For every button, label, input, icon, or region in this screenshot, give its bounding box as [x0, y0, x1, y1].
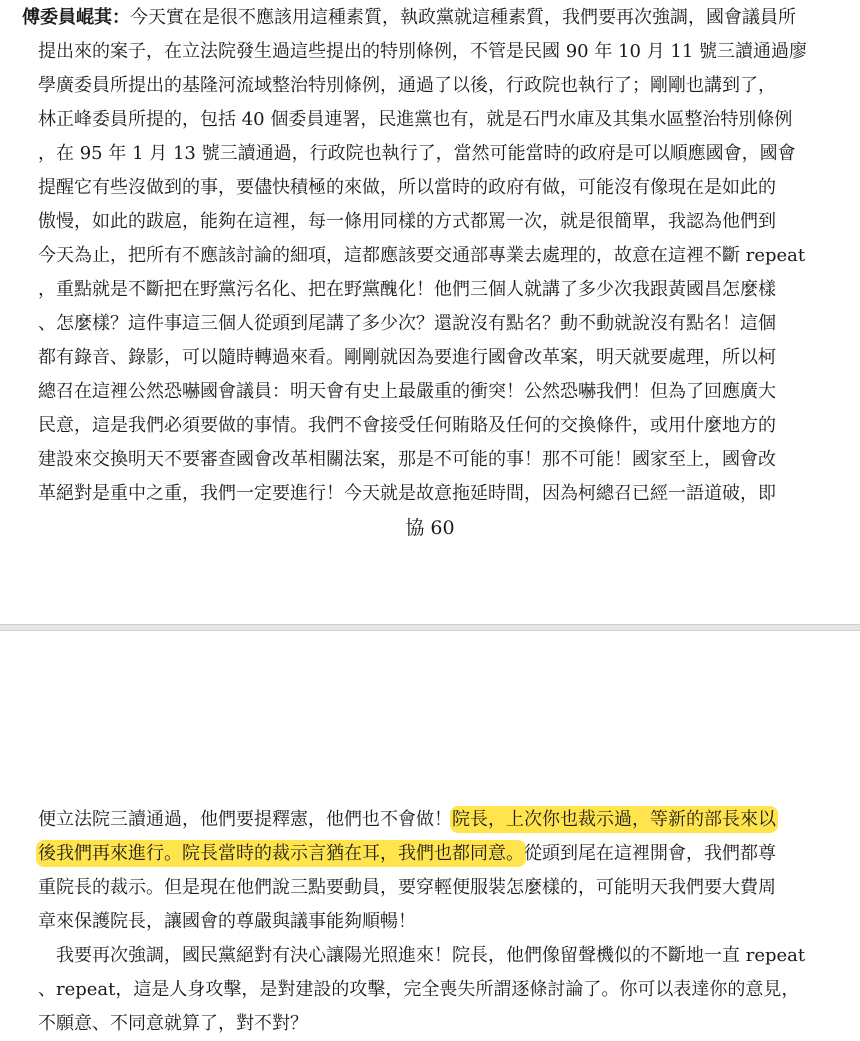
text-line: 提醒它有些沒做到的事，要儘快積極的來做，所以當時的政府有做，可能沒有像現在是如此的 [38, 177, 776, 198]
document-page-lower [0, 631, 860, 1034]
text-line: 總召在這裡公然恐嚇國會議員：明天會有史上最嚴重的衝突！公然恐嚇我們！但為了回應廣大 [38, 381, 776, 402]
text-line [22, 1, 842, 35]
page-divider [0, 624, 860, 631]
page-number: 協 60 [405, 517, 455, 539]
text-line-content: 便立法院三讀通過，他們要提釋憲，他們也不會做！ [38, 809, 452, 830]
text-line: 我要再次強調，國民黨絕對有決心讓陽光照進來！院長，他們像留聲機似的不斷地一直 repeat [38, 945, 806, 966]
text-line: 林正峰委員所提的，包括 40 個委員連署，民進黨也有，就是石門水庫及其集水區整治特別條例 [38, 109, 793, 130]
text-line: 重院長的裁示。但是現在他們說三點要動員，要穿輕便服裝怎麼樣的，可能明天我們要大費周 [38, 877, 776, 898]
text-line: 傲慢，如此的跋扈，能夠在這裡，每一條用同樣的方式都罵一次，就是很簡單，我認為他們到 [38, 211, 776, 232]
text-line: 學廣委員所提出的基隆河流域整治特別條例，通過了以後，行政院也執行了；剛剛也講到了， [38, 75, 776, 96]
highlighted-text: 後我們再來進行。院長當時的裁示言猶在耳，我們也都同意。 [38, 843, 524, 864]
text-line: 建設來交換明天不要審查國會改革相關法案，那是不可能的事！那不可能！國家至上，國會改 [38, 449, 776, 470]
text-line: 、repeat，這是人身攻擊，是對建設的攻擊，完全喪失所謂逐條討論了。你可以表達你的意見， [38, 979, 800, 1000]
text-line [38, 837, 860, 871]
text-line: 革絕對是重中之重，我們一定要進行！今天就是故意拖延時間，因為柯總召已經一語道破，即 [38, 483, 776, 504]
text-line [38, 803, 860, 837]
text-line: 提出來的案子，在立法院發生過這些提出的特別條例，不管是民國 90 年 10 月 11 號三讀通過廖 [38, 41, 808, 62]
text-line-content: 從頭到尾在這裡開會，我們都尊 [524, 843, 776, 864]
text-line: 、怎麼樣？這件事這三個人從頭到尾講了多少次？還說沒有點名？動不動就說沒有點名！這個 [38, 313, 776, 334]
text-line: 今天為止，把所有不應該討論的細項，這都應該要交通部專業去處理的，故意在這裡不斷 repeat [38, 245, 806, 266]
text-line-content: 今天實在是很不應該用這種素質，執政黨就這種素質，我們要再次強調，國會議員所 [130, 7, 796, 28]
text-line: ，重點就是不斷把在野黨污名化、把在野黨醜化！他們三個人就講了多少次我跟黃國昌怎麼樣 [38, 279, 776, 300]
text-line: 都有錄音、錄影，可以隨時轉過來看。剛剛就因為要進行國會改革案，明天就要處理，所以柯 [38, 347, 776, 368]
text-line: 不願意、不同意就算了，對不對？ [38, 1013, 308, 1034]
text-line: ，在 95 年 1 月 13 號三讀通過，行政院也執行了，當然可能當時的政府是可以順應國會，國會 [38, 143, 796, 164]
highlighted-text: 院長，上次你也裁示過，等新的部長來以 [452, 809, 776, 830]
speaker-label: 傅委員崐萁： [22, 7, 130, 28]
text-line: 章來保護院長，讓國會的尊嚴與議事能夠順暢！ [38, 911, 416, 932]
text-line: 民意，這是我們必須要做的事情。我們不會接受任何賄賂及任何的交換條件，或用什麼地方的 [38, 415, 776, 436]
